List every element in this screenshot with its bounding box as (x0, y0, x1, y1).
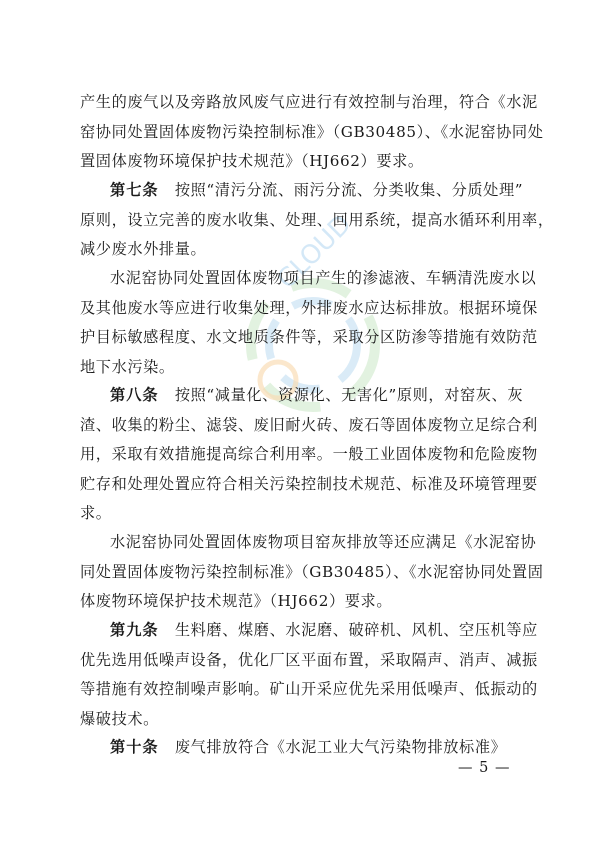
article-heading: 第九条 (110, 621, 159, 639)
text-line: 爆破技术。 (80, 709, 159, 728)
text-line: 及其他废水等应进行收集处理，外排废水应达标排放。根据环境保 (80, 298, 538, 317)
text-line: 按照“减量化、资源化、无害化”原则，对窑灰、灰 (174, 386, 524, 404)
article-8 (80, 381, 538, 529)
page-number: — 5 — (458, 760, 511, 776)
text-line: 用，采取有效措施提高综合利用率。一般工业固体废物和危险废物 (80, 445, 538, 463)
watermark-text: CLOUD (271, 209, 358, 295)
text-line: 窑协同处置固体废物污染控制标准》（GB30485）、《水泥窑协同处 (80, 122, 544, 141)
text-line: 求。 (80, 504, 112, 522)
article-heading: 第七条 (110, 181, 159, 199)
article-10 (80, 733, 520, 763)
text-line: 体废物环境保护技术规范》（HJ662）要求。 (80, 592, 393, 610)
text-line: 原则，设立完善的废水收集、处理、回用系统，提高水循环利用率， (80, 210, 554, 229)
text-line: 地下水污染。 (80, 357, 175, 376)
text-line: 护目标敏感程度、水文地质条件等，采取分区防渗等措施有效防范 (80, 328, 538, 346)
paragraph-1 (80, 88, 544, 177)
paragraph-3 (80, 264, 538, 382)
text-line: 等措施有效控制噪声影响。矿山开采应优先采用低噪声、低振动的 (80, 680, 538, 698)
paragraph-5 (80, 528, 544, 617)
article-heading: 第八条 (110, 386, 159, 404)
text-line: 置固体废物环境保护技术规范》（HJ662）要求。 (80, 152, 424, 170)
text-line: 按照“清污分流、雨污分流、分类收集、分质处理” (174, 181, 524, 199)
article-7 (80, 176, 554, 265)
article-9 (80, 616, 538, 734)
text-line: 生料磨、煤磨、水泥磨、破碎机、风机、空压机等应 (174, 621, 538, 639)
text-line: 水泥窑协同处置固体废物项目产生的渗滤液、车辆清洗废水以 (110, 269, 537, 287)
text-line: 贮存和处理处置应符合相关污染控制技术规范、标准及环境管理要 (80, 474, 538, 493)
article-heading: 第十条 (110, 738, 159, 756)
text-line: 产生的废气以及旁路放风废气应进行有效控制与治理，符合《水泥 (80, 93, 538, 111)
text-line: 水泥窑协同处置固体废物项目窑灰排放等还应满足《水泥窑协 (110, 533, 537, 551)
text-line: 减少废水外排量。 (80, 240, 207, 258)
text-line: 渣、收集的粉尘、滤袋、废旧耐火砖、废石等固体废物立足综合利 (80, 415, 538, 434)
text-line: 同处置固体废物污染控制标准》（GB30485）、《水泥窑协同处置固 (80, 562, 544, 581)
text-line: 优先选用低噪声设备，优化厂区平面布置，采取隔声、消声、减振 (80, 650, 538, 669)
text-line: 废气排放符合《水泥工业大气污染物排放标准》 (174, 738, 507, 756)
